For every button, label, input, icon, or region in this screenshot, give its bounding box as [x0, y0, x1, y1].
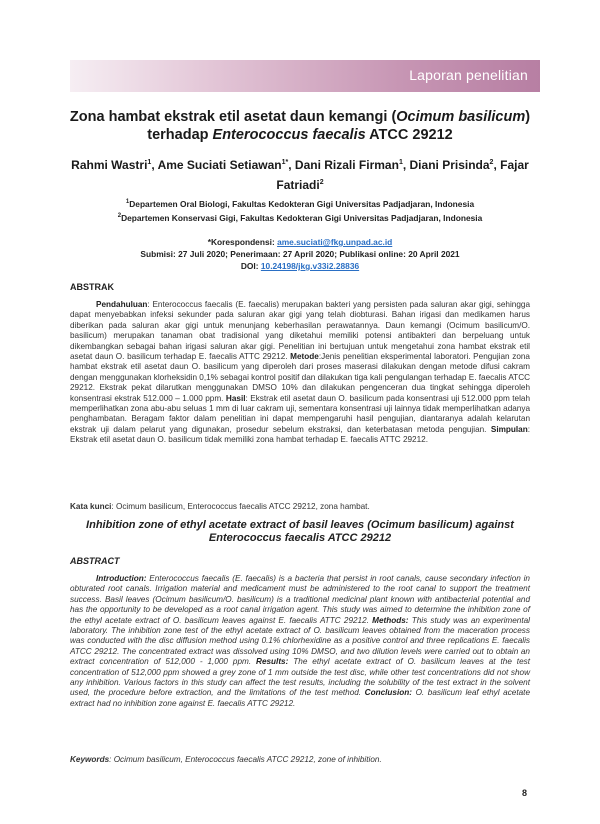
kata-kunci: Kata kunci: Ocimum basilicum, Enterococcus faecalis ATCC 29212, zona hambat.	[70, 502, 370, 511]
author: Ame Suciati Setiawan	[157, 158, 282, 172]
page-number: 8	[522, 788, 528, 798]
author-list: Rahmi Wastri$^1$, Ame Suciati Setiawan$^{1*}$, Dani Rizali Firman$^1$, Diani Prisinda$^2$, Fajar Fatriadi$^2$	[71, 158, 529, 192]
affiliation: $^1$Departemen Oral Biologi, Fakultas Kedokteran Gigi Universitas Padjadjaran, Indonesia	[125, 198, 475, 209]
article-meta	[60, 236, 540, 272]
article-title: Zona hambat ekstrak etil asetat daun kemangi (Ocimum basilicum) terhadap Enterococcus faecalis ATCC 29212	[69, 109, 531, 143]
author: Fajar Fatriadi	[276, 158, 529, 192]
keywords: Keywords: Ocimum basilicum, Enterococcus faecalis ATCC 29212, zone of inhibition.	[70, 755, 382, 764]
author: Rahmi Wastri	[71, 158, 148, 172]
doi-link[interactable]: 10.24198/jkg.v33i2.28836	[260, 261, 360, 271]
author: Dani Rizali Firman	[294, 158, 399, 172]
abstrak-heading: ABSTRAK	[70, 282, 114, 292]
correspondence: *Korespondensi: ame.suciati@fkg.unpad.ac.id	[207, 237, 393, 247]
email-link[interactable]: ame.suciati@fkg.unpad.ac.id	[277, 237, 393, 247]
doi: DOI: 10.24198/jkg.v33i2.28836	[240, 261, 360, 271]
author: Diani Prisinda	[409, 158, 490, 172]
english-title: Inhibition zone of ethyl acetate extract of basil leaves (Ocimum basilicum) against Enterococcus faecalis ATCC 29212	[86, 519, 514, 544]
affiliations	[60, 196, 540, 224]
submission-dates: Submisi: 27 Juli 2020; Penerimaan: 27 April 2020; Publikasi online: 20 April 2021	[140, 249, 460, 259]
header-banner	[70, 60, 540, 92]
abstract-body: Introduction: Enterococcus faecalis (E. faecalis) is a bacteria that persist in root canals, cause secondary infection in obturated root canals. Irrigation material and medicament must be administered to the root canal to support the treatment success. Basil leaves (Ocimum basilicum/O. basilicum) is a traditional medicinal plant known with antibacterial potential and has the opportunity to be developed as a root canal irrigation agent. This study was aimed to determine the inhibition zone of the ethyl acetate extract of O. basilicum leaves against E. faecalis ATTC 29212. Methods: This study was an experimental laboratory. The inhibition zone test of the ethyl acetate extract of O. basilicum leaves obtained from the maceration process was conducted with the disc diffusion method using 0.1% chlorhexidine as a positive control and three replications E. faecalis ATCC 29212. The concentrated extract was dissolved using 10% DMSO, and two dilution levels were carried out to obtain an extract concentration of 512,000 - 1,000 ppm. Results: The ethyl acetate extract of O. basilicum leaves at the test concentration of 512,000 ppm showed a grey zone of 1 mm outside the test disc, while other test concentrations did not show any inhibition. Various factors in this study can affect the test results, including the solubility of the test extract in the solvent used, the procedure before extraction, and the limitations of the test method. Conclusion: O. basilicum leaf ethyl acetate extract had no inhibition zone against E. faecalis ATTC 29212.	[70, 574, 531, 708]
abstrak-body: Pendahuluan: Enterococcus faecalis (E. faecalis) merupakan bakteri yang persisten pada saluran akar gigi, sehingga dapat menyebabkan infeksi sekunder pada saluran akar gigi yang telah diobturasi. Bahan irigasi dan medikamen harus diberikan pada saluran akar gigi untuk menunjang keberhasilan perawatannya. Daun kemangi (Ocimum basilicum/O. basilicum) merupakan tanaman obat tradisional yang diketahui memiliki potensi antibakteri dan berpeluang untuk dikembangkan sebagai bahan irigasi saluran akar gigi. Penelitian ini bertujuan untuk mengetahui zona hambat ekstrak etil asetat daun O. basilicum terhadap E. faecalis ATTC 29212. Metode:Jenis penelitian eksperimental laboratori. Pengujian zona hambat ekstrak etil asetat daun O. basilicum yang diperoleh dari proses maserasi dilakukan dengan metode difusi cakram dengan menggunakan klorheksidin 0,1% sebagai kontrol positif dan dilakukan tiga kali pengulangan terhadap E. faecalis ATCC 29212. Ekstrak pekat dilarutkan menggunakan DMSO 10% dan dilakukan pengenceran dua tingkat sehingga diperoleh konsentrasi ekstrak 512.000 – 1.000 ppm. Hasil: Ekstrak etil asetat daun O. basilicum pada konsentrasi uji 512.000 ppm telah memperlihatkan zona abu-abu seluas 1 mm di luar cakram uji, sementara konsentrasi uji lainnya tidak memperlihatkan adanya penghambatan. Beragam faktor dalam penelitian ini dapat mempengaruhi hasil pengujian, diantaranya adalah kelarutan ekstrak uji dalam pelarut yang digunakan, prosedur sebelum ekstraksi, dan keterbatasan metoda pengujian. Simpulan: Ekstrak etil asetat daun O. basilicum tidak memiliki zona hambat terhadap E. faecalis ATTC 29212.	[70, 300, 531, 445]
banner-label: Laporan penelitian	[409, 67, 528, 83]
affiliation: $^2$Departemen Konservasi Gigi, Fakultas Kedokteran Gigi Universitas Padjadjaran, Indonesia	[117, 212, 483, 223]
abstract-heading: ABSTRACT	[70, 556, 120, 566]
